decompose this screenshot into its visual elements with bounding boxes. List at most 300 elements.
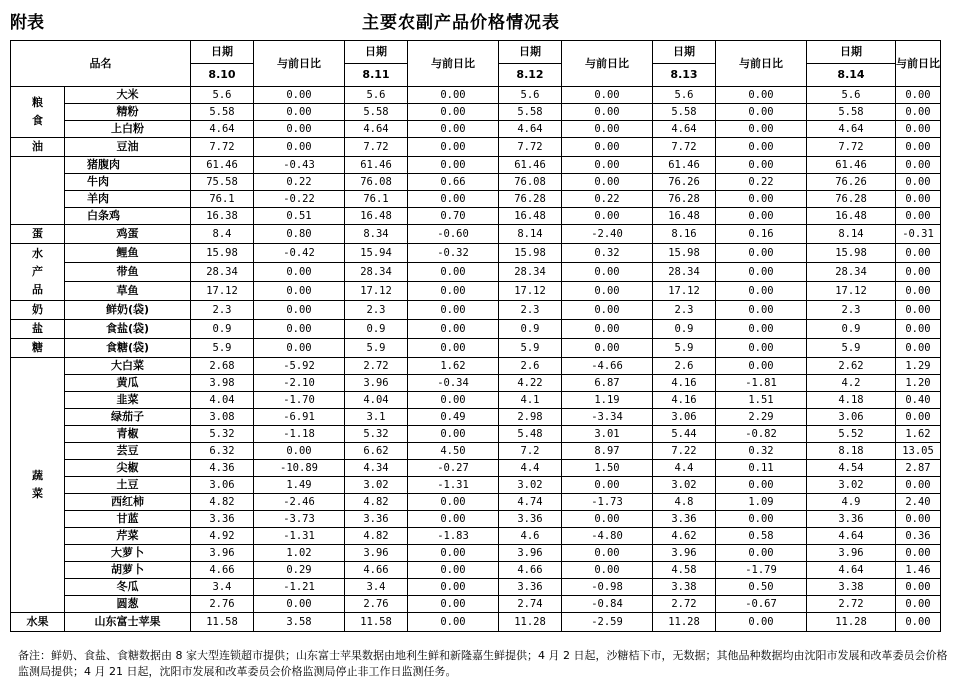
price-cell: 3.08 [191,409,254,426]
category-cell: 奶 [11,301,65,320]
page-title: 主要农副产品价格情况表 [362,13,560,33]
change-cell: -0.27 [408,460,499,477]
price-cell: 16.48 [499,208,562,225]
change-cell: 0.00 [254,263,345,282]
table-row [11,225,941,244]
change-cell: 1.49 [254,477,345,494]
change-cell: 0.36 [896,528,941,545]
change-cell: -0.60 [408,225,499,244]
change-cell: 0.22 [562,191,653,208]
table-row [11,191,941,208]
item-name: 尖椒 [65,460,191,477]
change-cell: 0.00 [896,208,941,225]
price-cell: 4.54 [807,460,896,477]
price-cell: 3.36 [807,511,896,528]
table-row [11,87,941,104]
price-cell: 4.92 [191,528,254,545]
price-cell: 4.4 [653,460,716,477]
change-cell: 0.00 [408,392,499,409]
price-cell: 3.4 [191,579,254,596]
change-cell: 0.00 [408,191,499,208]
price-cell: 0.9 [499,320,562,339]
price-cell: 4.66 [499,562,562,579]
price-cell: 7.72 [807,138,896,157]
table-row [11,138,941,157]
change-cell: 0.00 [408,339,499,358]
table-row [11,121,941,138]
change-cell: 0.32 [716,443,807,460]
change-cell: 0.00 [408,320,499,339]
price-cell: 5.32 [345,426,408,443]
change-cell: 1.46 [896,562,941,579]
change-cell: 1.50 [562,460,653,477]
price-cell: 76.08 [345,174,408,191]
item-name: 食盐(袋) [65,320,191,339]
change-cell: 0.00 [254,320,345,339]
change-cell: 0.00 [408,494,499,511]
change-cell: 0.00 [562,208,653,225]
date-label: 日期 [191,41,254,64]
price-cell: 3.06 [807,409,896,426]
item-name: 绿茄子 [65,409,191,426]
price-cell: 4.64 [807,562,896,579]
item-name: 豆油 [65,138,191,157]
change-cell: 0.00 [408,263,499,282]
item-name: 西红柿 [65,494,191,511]
price-cell: 76.28 [499,191,562,208]
price-cell: 4.66 [191,562,254,579]
price-cell: 5.58 [191,104,254,121]
price-cell: 16.48 [807,208,896,225]
table-row [11,545,941,562]
change-cell: 0.22 [254,174,345,191]
price-cell: 3.96 [191,545,254,562]
change-cell: 0.00 [716,87,807,104]
diff-label: 与前日比 [254,41,345,87]
change-cell: 13.05 [896,443,941,460]
item-name: 白条鸡 [65,208,191,225]
price-table [10,40,941,632]
table-row [11,409,941,426]
change-cell: 0.00 [716,301,807,320]
item-name: 冬瓜 [65,579,191,596]
price-cell: 3.36 [345,511,408,528]
change-cell: 0.00 [896,339,941,358]
change-cell: 0.00 [562,339,653,358]
price-cell: 7.22 [653,443,716,460]
change-cell: 0.00 [896,87,941,104]
change-cell: 0.00 [562,477,653,494]
price-cell: 4.1 [499,392,562,409]
change-cell: 0.11 [716,460,807,477]
price-cell: 5.6 [345,87,408,104]
price-cell: 4.82 [191,494,254,511]
change-cell: 0.00 [896,320,941,339]
item-name: 羊肉 [65,191,191,208]
change-cell: -0.84 [562,596,653,613]
price-cell: 3.36 [499,511,562,528]
price-cell: 2.76 [345,596,408,613]
item-name: 芹菜 [65,528,191,545]
price-cell: 4.04 [191,392,254,409]
price-cell: 4.8 [653,494,716,511]
price-cell: 2.74 [499,596,562,613]
price-cell: 16.48 [345,208,408,225]
item-name: 猪腹肉 [65,157,191,174]
change-cell: 0.00 [562,282,653,301]
change-cell: -1.18 [254,426,345,443]
change-cell: 0.00 [896,579,941,596]
price-cell: 4.34 [345,460,408,477]
price-cell: 2.98 [499,409,562,426]
price-cell: 4.04 [345,392,408,409]
price-cell: 8.18 [807,443,896,460]
change-cell: 0.00 [716,282,807,301]
change-cell: -1.83 [408,528,499,545]
item-name: 大萝卜 [65,545,191,562]
price-cell: 0.9 [653,320,716,339]
price-cell: 2.3 [807,301,896,320]
diff-label: 与前日比 [716,41,807,87]
table-row [11,282,941,301]
price-cell: 5.58 [653,104,716,121]
item-name: 韭菜 [65,392,191,409]
table-row [11,392,941,409]
date-label: 日期 [345,41,408,64]
price-cell: 17.12 [191,282,254,301]
price-cell: 17.12 [345,282,408,301]
price-cell: 3.96 [653,545,716,562]
price-cell: 28.34 [499,263,562,282]
price-cell: 2.76 [191,596,254,613]
price-cell: 5.9 [653,339,716,358]
change-cell: 0.00 [896,613,941,632]
change-cell: 0.00 [254,87,345,104]
price-cell: 4.64 [807,121,896,138]
change-cell: 0.00 [716,244,807,263]
table-row [11,174,941,191]
change-cell: 0.70 [408,208,499,225]
category-cell: 蔬 菜 [11,358,65,613]
price-cell: 4.66 [345,562,408,579]
price-cell: 17.12 [499,282,562,301]
category-cell: 水 产 品 [11,244,65,301]
price-cell: 17.12 [807,282,896,301]
change-cell: 3.58 [254,613,345,632]
change-cell: -2.46 [254,494,345,511]
change-cell: 0.00 [716,358,807,375]
change-cell: 0.00 [254,121,345,138]
date-label: 日期 [653,41,716,64]
price-cell: 4.2 [807,375,896,392]
table-row [11,494,941,511]
table-row [11,208,941,225]
change-cell: 0.00 [254,301,345,320]
change-cell: -0.67 [716,596,807,613]
price-cell: 11.58 [191,613,254,632]
price-cell: 7.72 [345,138,408,157]
price-cell: 7.72 [653,138,716,157]
diff-label: 与前日比 [408,41,499,87]
price-cell: 2.72 [345,358,408,375]
price-cell: 15.98 [653,244,716,263]
price-cell: 5.58 [345,104,408,121]
change-cell: 1.20 [896,375,941,392]
price-cell: 4.58 [653,562,716,579]
change-cell: -2.40 [562,225,653,244]
change-cell: -0.43 [254,157,345,174]
change-cell: -0.22 [254,191,345,208]
price-cell: 4.62 [653,528,716,545]
change-cell: 0.00 [896,409,941,426]
price-cell: 2.3 [345,301,408,320]
price-cell: 5.32 [191,426,254,443]
item-name: 带鱼 [65,263,191,282]
change-cell: -1.73 [562,494,653,511]
change-cell: 0.00 [896,545,941,562]
category-cell: 糖 [11,339,65,358]
change-cell: 0.00 [896,174,941,191]
price-cell: 4.9 [807,494,896,511]
price-cell: 3.02 [807,477,896,494]
item-name: 青椒 [65,426,191,443]
price-cell: 11.28 [653,613,716,632]
item-name: 草鱼 [65,282,191,301]
price-cell: 5.58 [499,104,562,121]
price-cell: 3.36 [191,511,254,528]
change-cell: -4.80 [562,528,653,545]
change-cell: 0.00 [716,157,807,174]
change-cell: 0.00 [896,104,941,121]
price-cell: 17.12 [653,282,716,301]
change-cell: 0.00 [896,121,941,138]
price-cell: 3.36 [653,511,716,528]
price-cell: 5.6 [499,87,562,104]
change-cell: 0.49 [408,409,499,426]
diff-label: 与前日比 [896,41,941,87]
change-cell: 0.00 [716,138,807,157]
table-row [11,244,941,263]
change-cell: 0.58 [716,528,807,545]
price-cell: 3.38 [653,579,716,596]
table-row [11,477,941,494]
price-cell: 11.58 [345,613,408,632]
change-cell: 0.00 [562,545,653,562]
date-value: 8.13 [653,64,716,87]
price-cell: 76.28 [653,191,716,208]
price-cell: 2.6 [499,358,562,375]
item-name: 食糖(袋) [65,339,191,358]
price-cell: 76.08 [499,174,562,191]
table-row [11,460,941,477]
price-cell: 3.98 [191,375,254,392]
price-cell: 3.96 [807,545,896,562]
price-cell: 5.9 [191,339,254,358]
price-cell: 61.46 [345,157,408,174]
price-cell: 11.28 [807,613,896,632]
change-cell: -1.70 [254,392,345,409]
item-name: 土豆 [65,477,191,494]
price-cell: 76.28 [807,191,896,208]
price-cell: 15.98 [499,244,562,263]
price-cell: 4.64 [807,528,896,545]
price-cell: 5.6 [807,87,896,104]
change-cell: 2.87 [896,460,941,477]
price-cell: 15.94 [345,244,408,263]
change-cell: 0.00 [408,138,499,157]
change-cell: 0.50 [716,579,807,596]
price-cell: 76.1 [345,191,408,208]
change-cell: 0.51 [254,208,345,225]
change-cell: 3.01 [562,426,653,443]
change-cell: 0.00 [716,339,807,358]
item-header: 品名 [11,41,191,87]
price-cell: 4.36 [191,460,254,477]
change-cell: 0.00 [254,104,345,121]
change-cell: 0.00 [408,87,499,104]
price-cell: 4.74 [499,494,562,511]
change-cell: 0.00 [562,511,653,528]
item-name: 黄瓜 [65,375,191,392]
price-cell: 61.46 [191,157,254,174]
date-label: 日期 [807,41,896,64]
change-cell: 0.00 [254,339,345,358]
item-name: 山东富士苹果 [65,613,191,632]
change-cell: 0.00 [562,263,653,282]
change-cell: 0.00 [408,511,499,528]
change-cell: 0.29 [254,562,345,579]
table-row [11,157,941,174]
item-name: 上白粉 [65,121,191,138]
category-cell: 蛋 [11,225,65,244]
change-cell: 0.00 [408,613,499,632]
change-cell: 8.97 [562,443,653,460]
table-row [11,375,941,392]
table-row [11,613,941,632]
table-row [11,562,941,579]
table-row [11,528,941,545]
change-cell: 0.40 [896,392,941,409]
price-cell: 4.4 [499,460,562,477]
change-cell: -1.21 [254,579,345,596]
change-cell: 0.00 [716,545,807,562]
price-cell: 5.6 [191,87,254,104]
price-cell: 0.9 [191,320,254,339]
price-cell: 3.02 [345,477,408,494]
change-cell: 0.00 [716,477,807,494]
change-cell: 1.09 [716,494,807,511]
change-cell: -6.91 [254,409,345,426]
change-cell: 1.02 [254,545,345,562]
table-row [11,320,941,339]
diff-label: 与前日比 [562,41,653,87]
footnote: 备注：鲜奶、食盐、食糖数据由 8 家大型连锁超市提供；山东富士苹果数据由地利生鲜和新隆嘉生鲜提供；4 月 2 日起，沙糖桔下市，无数据；其他品种数据均由沈阳市发展和改革委员会价格监测局提供；4 月 21 日起，沈阳市发展和改革委员会价格监测局停止非工作日监测任务。 [18,649,948,678]
change-cell: 0.00 [254,282,345,301]
change-cell: 0.00 [562,87,653,104]
item-name: 大米 [65,87,191,104]
price-cell: 61.46 [499,157,562,174]
price-cell: 2.72 [653,596,716,613]
change-cell: 0.00 [716,191,807,208]
change-cell: 0.00 [408,301,499,320]
price-cell: 2.62 [807,358,896,375]
change-cell: 0.16 [716,225,807,244]
price-cell: 7.2 [499,443,562,460]
price-cell: 3.06 [191,477,254,494]
item-name: 鲤鱼 [65,244,191,263]
change-cell: -0.98 [562,579,653,596]
price-cell: 7.72 [191,138,254,157]
price-cell: 3.02 [499,477,562,494]
change-cell: 0.00 [716,263,807,282]
change-cell: 0.00 [408,282,499,301]
price-cell: 2.68 [191,358,254,375]
price-cell: 4.22 [499,375,562,392]
change-cell: -0.32 [408,244,499,263]
item-name: 甘蓝 [65,511,191,528]
change-cell: 2.40 [896,494,941,511]
change-cell: 0.00 [562,157,653,174]
change-cell: 0.00 [562,562,653,579]
change-cell: 0.00 [896,282,941,301]
price-cell: 5.9 [345,339,408,358]
price-cell: 5.44 [653,426,716,443]
change-cell: -0.31 [896,225,941,244]
change-cell: 6.87 [562,375,653,392]
change-cell: 0.00 [562,320,653,339]
price-cell: 3.96 [345,545,408,562]
item-name: 牛肉 [65,174,191,191]
price-cell: 4.64 [191,121,254,138]
change-cell: -1.31 [254,528,345,545]
category-cell: 粮 食 [11,87,65,138]
change-cell: -1.79 [716,562,807,579]
change-cell: 0.00 [716,511,807,528]
item-name: 精粉 [65,104,191,121]
price-cell: 61.46 [653,157,716,174]
change-cell: 0.00 [896,477,941,494]
price-cell: 5.58 [807,104,896,121]
price-cell: 3.36 [499,579,562,596]
price-cell: 4.64 [653,121,716,138]
price-cell: 28.34 [345,263,408,282]
change-cell: -3.73 [254,511,345,528]
price-cell: 8.4 [191,225,254,244]
change-cell: 0.00 [408,545,499,562]
category-cell [11,157,65,225]
price-cell: 3.02 [653,477,716,494]
change-cell: 0.00 [562,104,653,121]
price-cell: 8.14 [499,225,562,244]
price-cell: 4.82 [345,494,408,511]
price-cell: 76.26 [807,174,896,191]
change-cell: 0.00 [896,511,941,528]
change-cell: 2.29 [716,409,807,426]
table-row [11,358,941,375]
change-cell: 0.00 [716,208,807,225]
item-name: 鸡蛋 [65,225,191,244]
price-cell: 3.1 [345,409,408,426]
price-cell: 3.06 [653,409,716,426]
change-cell: 0.00 [562,301,653,320]
price-cell: 2.3 [499,301,562,320]
price-cell: 4.16 [653,375,716,392]
change-cell: 0.00 [408,426,499,443]
change-cell: -2.10 [254,375,345,392]
item-name: 圆葱 [65,596,191,613]
price-cell: 2.3 [191,301,254,320]
change-cell: -3.34 [562,409,653,426]
